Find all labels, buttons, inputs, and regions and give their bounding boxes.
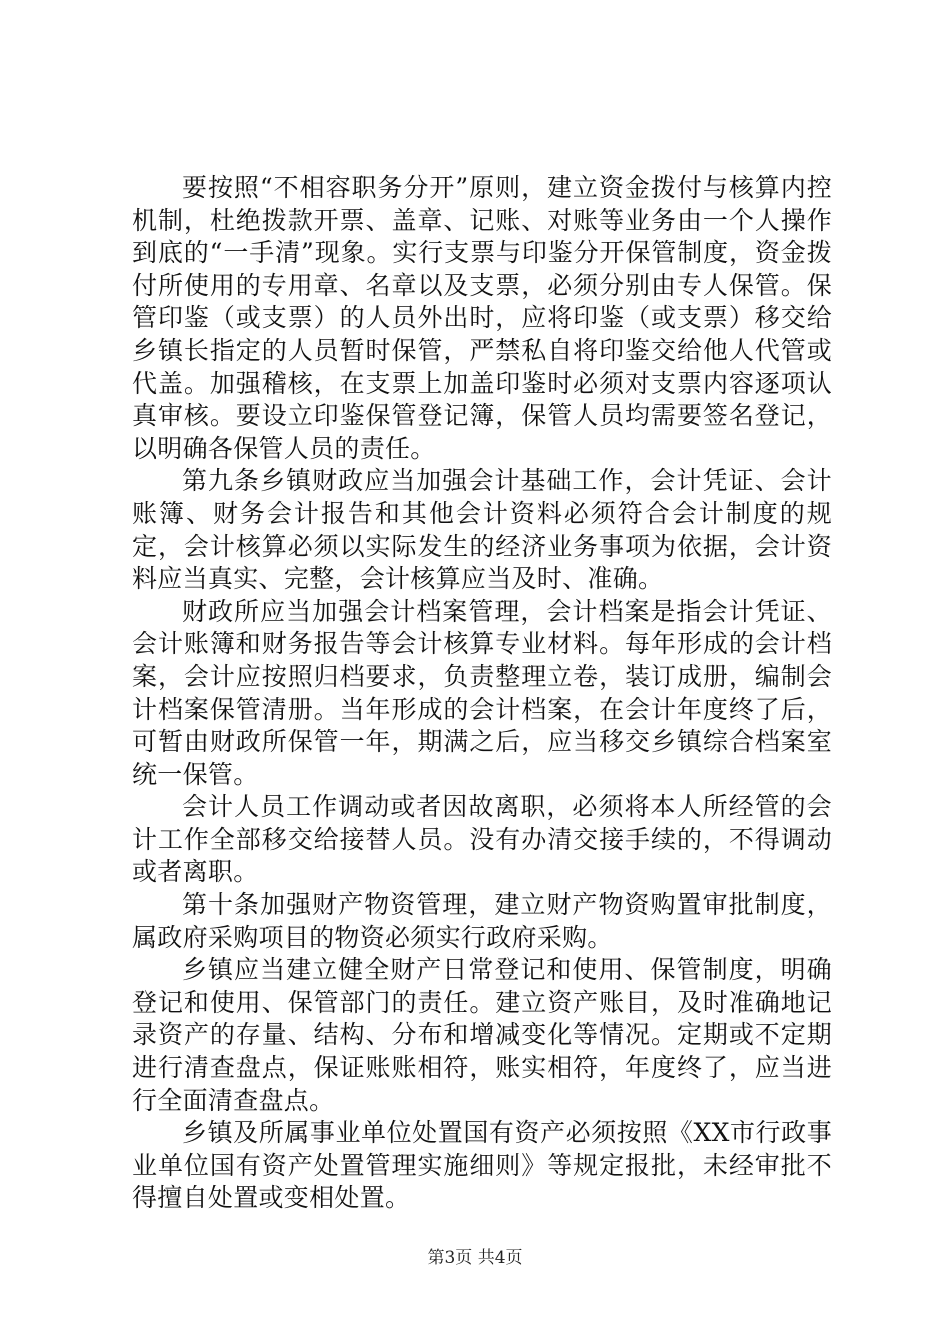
document-body — [132, 172, 832, 1215]
paragraph-asset-disposal: 乡镇及所属事业单位处置国有资产必须按照《XX市行政事业单位国有资产处置管理实施细则》等规定报批，未经审批不得擅自处置或变相处置。 — [132, 1118, 832, 1213]
paragraph-article-9: 第九条乡镇财政应当加强会计基础工作，会计凭证、会计账簿、财务会计报告和其他会计资料必须符合会计制度的规定，会计核算必须以实际发生的经济业务事项为依据，会计资料应当真实、完整，会计核算应当及时、准确。 — [132, 466, 832, 594]
paragraph-staff-handover: 会计人员工作调动或者因故离职，必须将本人所经管的会计工作全部移交给接替人员。没有办清交接手续的，不得调动或者离职。 — [132, 792, 832, 887]
paragraph-asset-registration: 乡镇应当建立健全财产日常登记和使用、保管制度，明确登记和使用、保管部门的责任。建立资产账目，及时准确地记录资产的存量、结构、分布和增减变化等情况。定期或不定期进行清查盘点，保证账账相符，账实相符，年度终了，应当进行全面清查盘点。 — [132, 955, 832, 1115]
page-footer — [0, 1243, 950, 1268]
paragraph-seal-management: 要按照“不相容职务分开”原则，建立资金拨付与核算内控机制，杜绝拨款开票、盖章、记账、对账等业务由一个人操作到底的“一手清”现象。实行支票与印鉴分开保管制度，资金拨付所使用的专用章、名章以及支票，必须分别由专人保管。保管印鉴（或支票）的人员外出时，应将印鉴（或支票）移交给乡镇长指定的人员暂时保管，严禁私自将印鉴交给他人代管或代盖。加强稽核，在支票上加盖印鉴时必须对支票内容逐项认真审核。要设立印鉴保管登记簿，保管人员均需要签名登记，以明确各保管人员的责任。 — [132, 173, 832, 463]
page-total: 共4页 — [477, 1248, 523, 1268]
page-number: 第3页 — [427, 1248, 473, 1268]
paragraph-archive-management: 财政所应当加强会计档案管理，会计档案是指会计凭证、会计账簿和财务报告等会计核算专业材料。每年形成的会计档案，会计应按照归档要求，负责整理立卷，装订成册，编制会计档案保管清册。当年形成的会计档案，在会计年度终了后，可暂由财政所保管一年，期满之后，应当移交乡镇综合档案室统一保管。 — [132, 596, 832, 789]
paragraph-article-10: 第十条加强财产物资管理，建立财产物资购置审批制度，属政府采购项目的物资必须实行政府采购。 — [132, 890, 832, 952]
